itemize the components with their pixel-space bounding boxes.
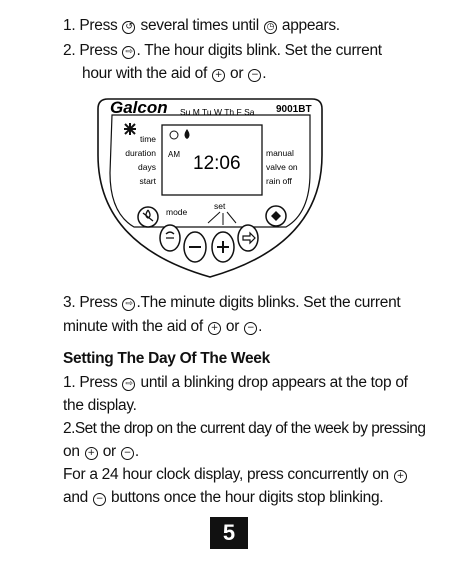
step-2-cont: [82, 64, 266, 84]
brand-logo: Galcon: [110, 98, 168, 117]
step-text: .: [134, 443, 139, 460]
page-number: 5: [210, 517, 248, 549]
label-valve-on: valve on: [266, 162, 298, 172]
clock-24h-note-cont: [63, 488, 383, 508]
section-heading: Setting The Day Of The Week: [63, 350, 270, 367]
label-manual: manual: [266, 148, 294, 158]
step-text: several times until: [140, 17, 259, 34]
step-text: .The minute digits blinks. Set the current: [136, 294, 401, 311]
step-text: on: [63, 443, 80, 460]
step-number: 1.: [63, 17, 76, 34]
model-number: 9001BT: [276, 104, 312, 115]
plus-button[interactable]: [212, 232, 234, 262]
step-text: .: [258, 318, 263, 335]
next-arrow-icon: ⇨: [122, 378, 135, 391]
step-text: For a 24 hour clock display, press concurrently on: [63, 466, 389, 483]
step-3: [63, 293, 400, 313]
mode-button[interactable]: [160, 225, 180, 251]
plus-icon: +: [212, 69, 225, 82]
plus-icon: +: [85, 447, 98, 460]
minus-icon: −: [93, 493, 106, 506]
step-text: Press: [79, 294, 118, 311]
day-step-1-cont: the display.: [63, 397, 137, 414]
step-text: Press: [79, 17, 118, 34]
next-arrow-icon: ⇨: [122, 298, 135, 311]
day-step-1: [63, 373, 408, 393]
step-2: [63, 41, 382, 61]
step-text: 1. Press: [63, 374, 118, 391]
day-step-2-cont: [63, 442, 139, 462]
label-days: days: [138, 162, 156, 172]
step-text: until a blinking drop appears at the top of: [140, 374, 408, 391]
clock-icon: ◷: [264, 21, 277, 34]
plus-icon: +: [394, 470, 407, 483]
step-text: or: [102, 443, 116, 460]
ampm: AM: [168, 150, 180, 159]
mode-icon: ↺: [122, 21, 135, 34]
step-text: and: [63, 489, 88, 506]
label-start: start: [139, 176, 156, 186]
step-text: hour with the aid of: [82, 65, 207, 82]
step-number: 2.: [63, 42, 76, 59]
step-text: or: [230, 65, 244, 82]
step-text: appears.: [281, 17, 340, 34]
plus-icon: +: [208, 322, 221, 335]
label-time: time: [139, 134, 156, 144]
next-arrow-icon: ⇨: [122, 46, 135, 59]
minus-icon: −: [248, 69, 261, 82]
minus-button[interactable]: [184, 232, 206, 262]
minus-icon: −: [244, 322, 257, 335]
sun-icon: [124, 123, 136, 135]
label-rain-off: rain off: [266, 176, 292, 186]
step-number: 3.: [63, 294, 76, 311]
manual-valve-button[interactable]: [266, 206, 286, 226]
controller-illustration: [90, 95, 330, 280]
day-step-2: 2.Set the drop on the current day of the week by pressing: [63, 420, 426, 437]
set-label: set: [214, 201, 226, 211]
step-text: buttons once the hour digits stop blinking.: [111, 489, 384, 506]
label-duration: duration: [125, 148, 156, 158]
step-text: . The hour digits blink. Set the current: [136, 42, 382, 59]
minus-icon: −: [121, 447, 134, 460]
time-readout: 12:06: [193, 153, 241, 174]
clock-24h-note: [63, 465, 408, 485]
day-row: Su M Tu W Th F Sa: [180, 107, 255, 117]
step-text: or: [225, 318, 240, 335]
next-button[interactable]: [238, 225, 258, 251]
rain-off-button[interactable]: [138, 207, 158, 227]
step-1: [63, 16, 340, 36]
mode-label: mode: [166, 207, 188, 217]
step-text: .: [262, 65, 267, 82]
step-3-cont: [63, 317, 262, 337]
step-text: Press: [79, 42, 118, 59]
step-text: minute with the aid of: [63, 318, 203, 335]
